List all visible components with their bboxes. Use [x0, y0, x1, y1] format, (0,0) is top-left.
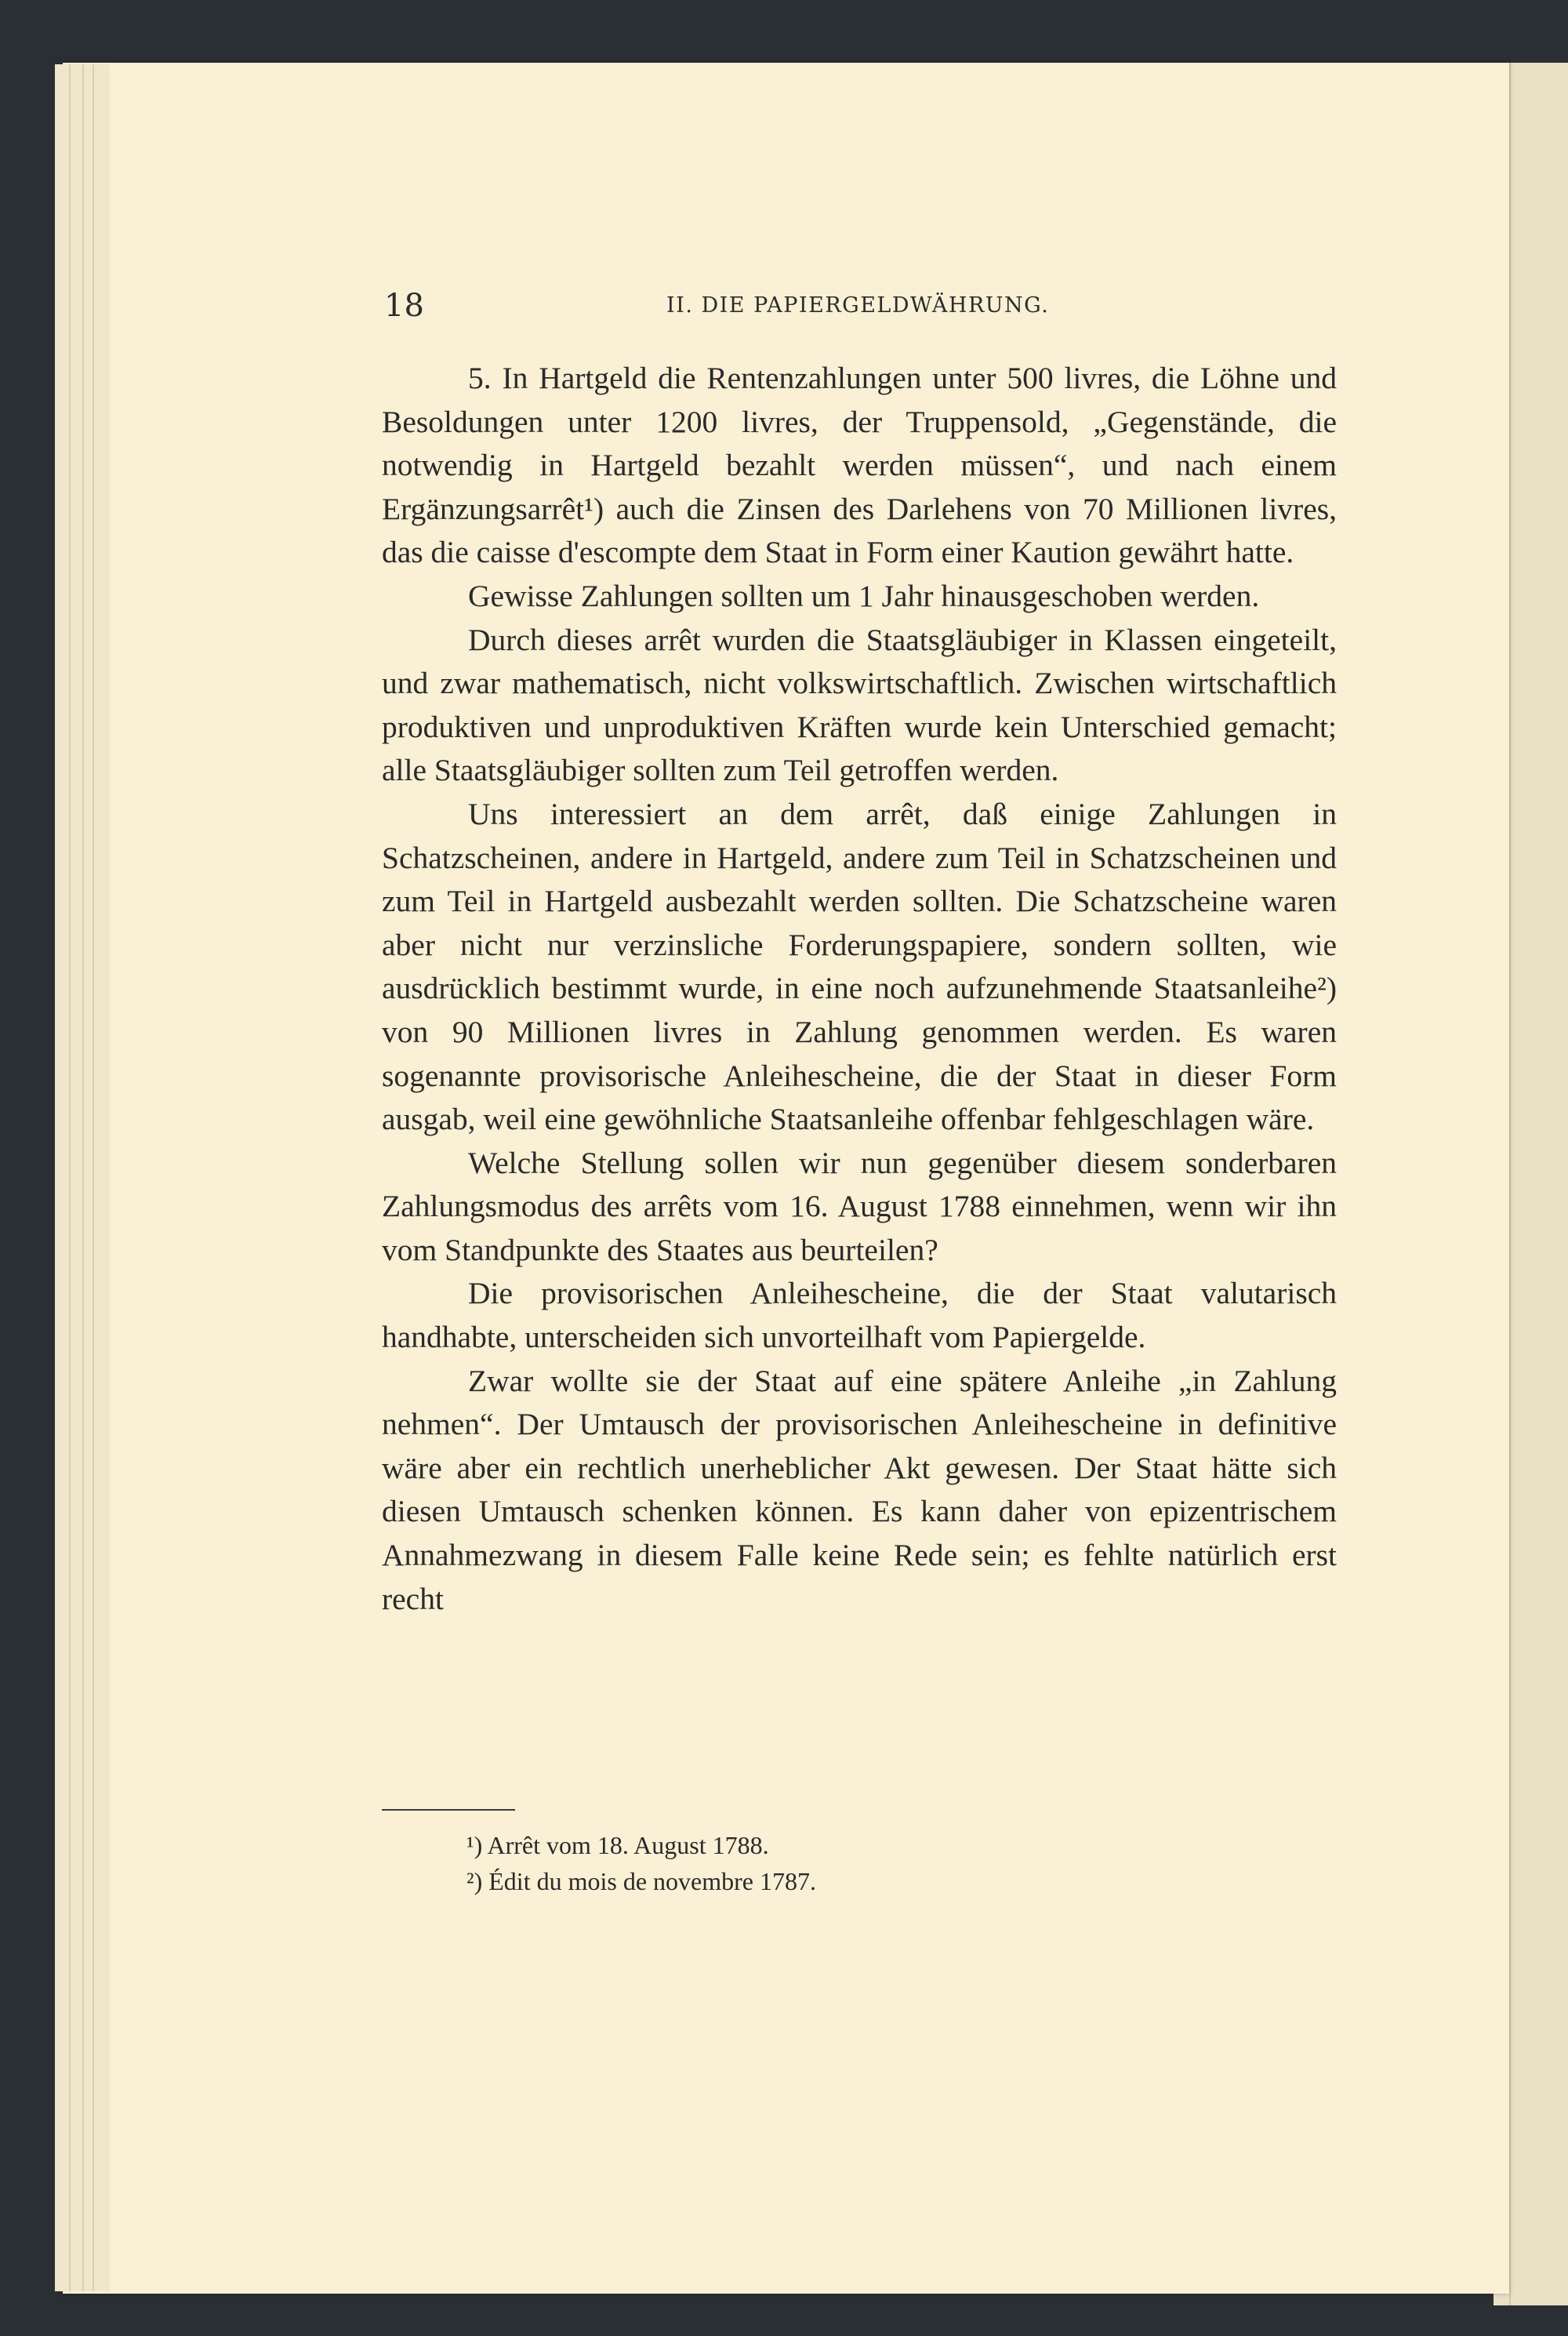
page-number: 18 — [384, 288, 424, 324]
footnote-2: ²) Édit du mois de novembre 1787. — [466, 1867, 816, 1895]
gutter-line — [82, 64, 84, 2291]
paragraph: Uns interessiert an dem arrêt, daß einige Zahlungen in Schatzscheinen, andere in Hartgeld, andere zum Teil in Schatzscheinen und zum Teil in Hartgeld ausbezahlt werden sollten. Die Schatzscheine waren aber nicht nur verzinsliche Forderungspapiere, sondern sollten, wie ausdrücklich bestimmt wurde, in eine noch aufzunehmende Staatsanleihe²) von 90 Millionen livres in Zahlung genommen werden. Es waren sogenannte provisorische Anleihescheine, die der Staat in dieser Form ausgab, weil eine gewöhnliche Staatsanleihe offenbar fehlgeschlagen wäre. — [382, 796, 1337, 1137]
gutter-line — [93, 64, 94, 2291]
gutter-line — [69, 64, 71, 2291]
paragraph: Welche Stellung sollen wir nun gegenüber diesem sonderbaren Zahlungsmodus des arrêts vom 16. August 1788 einnehmen, wenn wir ihn vom Standpunkte des Staates aus beurteilen? — [382, 1145, 1337, 1267]
footnotes — [466, 1827, 1250, 1899]
paragraph: 5. In Hartgeld die Rentenzahlungen unter 500 livres, die Löhne und Besoldungen unter 1200 livres, der Truppensold, „Gegenstände, die notwendig in Hartgeld bezahlt werden müssen“, und nach einem Ergänzungsarrêt¹) auch die Zinsen des Darlehens von 70 Millionen livres, das die caisse d'escompte dem Staat in Form einer Kaution gewährt hatte. — [382, 361, 1337, 570]
paragraph: Zwar wollte sie der Staat auf eine spätere Anleihe „in Zahlung nehmen“. Der Umtausch der provisorischen Anleihescheine in definitive wäre aber ein rechtlich unerheblicher Akt gewesen. Der Staat hätte sich diesen Umtausch schenken können. Es kann daher von epizentrischem Annahmezwang in diesem Falle keine Rede sein; es fehlte natürlich erst recht — [382, 1363, 1337, 1616]
running-title: II. DIE PAPIERGELDWÄHRUNG. — [666, 293, 1050, 318]
footnote-1: ¹) Arrêt vom 18. August 1788. — [466, 1831, 769, 1859]
paragraph: Gewisse Zahlungen sollten um 1 Jahr hinausgeschoben werden. — [468, 578, 1260, 613]
paragraph: Die provisorischen Anleihescheine, die der Staat valutarisch handhabte, unterscheiden sich unvorteilhaft vom Papiergelde. — [382, 1276, 1337, 1355]
footnote-rule — [382, 1809, 515, 1811]
running-head — [384, 284, 1333, 331]
paragraph: Durch dieses arrêt wurden die Staatsgläubiger in Klassen eingeteilt, und zwar mathematisch, nicht volkswirtschaftlich. Zwischen wirtschaftlich produktiven und unproduktiven Kräften wurde kein Unterschied gemacht; alle Staatsgläubiger sollten zum Teil getroffen werden. — [382, 622, 1337, 788]
underlying-page-edge — [1509, 63, 1511, 2305]
body-text — [382, 357, 1337, 1621]
